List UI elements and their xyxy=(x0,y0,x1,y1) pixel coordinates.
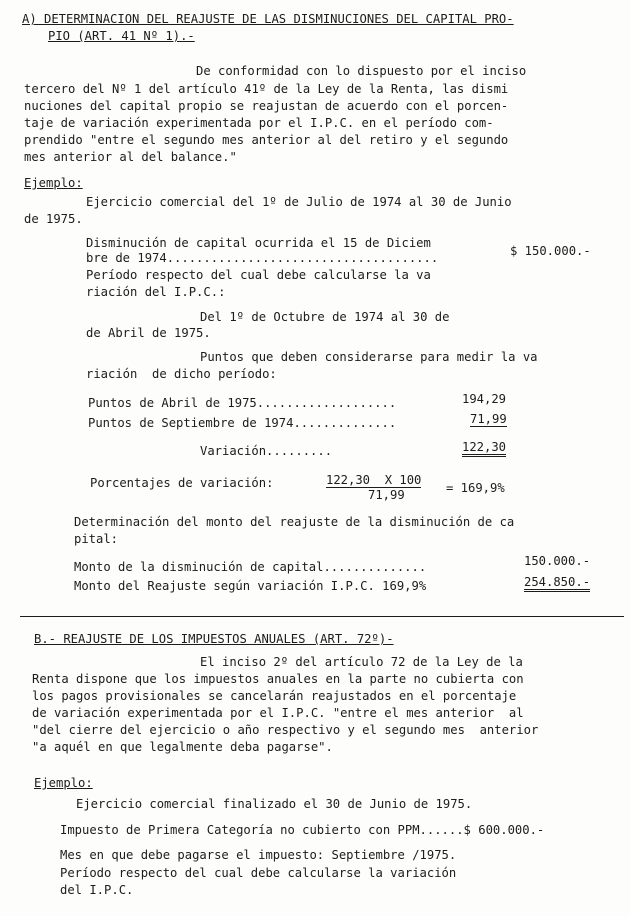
points-april-value: 194,29 xyxy=(462,392,507,406)
capital-decrease-line2: bre de 1974..................................... xyxy=(86,251,439,265)
section-a-para-line: prendido "entre el segundo mes anterior al del retiro y el segundo xyxy=(24,133,509,147)
points-september-label: Puntos de Septiembre de 1974.............. xyxy=(88,416,397,430)
section-b-period-line2: del I.P.C. xyxy=(60,883,134,897)
section-b-para-line: los pagos provisionales se cancelarán reajustados en el porcentaje xyxy=(32,689,517,703)
section-a-para-line: nuciones del capital propio se reajustan de acuerdo con el porcen- xyxy=(24,99,509,113)
payment-month-line: Mes en que debe pagarse el impuesto: Septiembre /1975. xyxy=(60,848,457,862)
section-b-example-label: Ejemplo: xyxy=(34,776,93,790)
section-a-heading-line2: PIO (ART. 41 Nº 1).- xyxy=(48,29,195,43)
section-b-para-line: El inciso 2º del artículo 72 de la Ley de la xyxy=(200,655,523,669)
period-from-line2: de Abril de 1975. xyxy=(86,326,211,340)
points-intro-line1: Puntos que deben considerarse para medir la va xyxy=(200,350,538,364)
adjustment-determination-line2: pital: xyxy=(74,532,119,546)
capital-decrease-line1: Disminución de capital ocurrida el 15 de Diciem xyxy=(86,236,431,250)
period-from-line1: Del 1º de Octubre de 1974 al 30 de xyxy=(200,310,450,324)
variation-value: 122,30 xyxy=(462,440,506,457)
decrease-amount-value: 150.000.- xyxy=(524,554,591,568)
section-divider xyxy=(20,616,624,617)
section-a-para-line: mes anterior al del balance." xyxy=(24,150,237,164)
capital-decrease-amount: $ 150.000.- xyxy=(510,244,591,258)
adjustment-amount-value: 254.850.- xyxy=(524,575,590,592)
section-b-para-line: de variación experimentada por el I.P.C. "entre el mes anterior al xyxy=(32,706,524,720)
points-september-value: 71,99 xyxy=(470,412,507,426)
example-fiscal-year-line1: Ejercicio comercial del 1º de Julio de 1974 al 30 de Junio xyxy=(86,195,512,209)
section-b-fiscal-year: Ejercicio comercial finalizado el 30 de Junio de 1975. xyxy=(76,797,473,811)
section-b-para-line: "a aquél en que legalmente deba pagarse". xyxy=(32,740,333,754)
period-line1: Período respecto del cual debe calcularse la va xyxy=(86,268,431,282)
section-b-period-line1: Período respecto del cual debe calcularse la variación xyxy=(60,866,457,880)
section-a-para-line: taje de variación experimentada por el I.P.C. en el período com- xyxy=(24,116,494,130)
section-a-para-line: tercero del Nº 1 del artículo 41º de la Ley de la Renta, las dismi xyxy=(24,82,509,96)
section-b-heading: B.- REAJUSTE DE LOS IMPUESTOS ANUALES (ART. 72º)- xyxy=(34,632,394,646)
percentage-result: = 169,9% xyxy=(446,481,505,495)
variation-label: Variación......... xyxy=(200,444,333,458)
points-intro-line2: riación de dicho período: xyxy=(86,367,277,381)
adjustment-determination-line1: Determinación del monto del reajuste de la disminución de ca xyxy=(74,515,515,529)
section-b-para-line: Renta dispone que los impuestos anuales en la parte no cubierta con xyxy=(32,672,524,686)
adjustment-amount-label: Monto del Reajuste según variación I.P.C. 169,9% xyxy=(74,579,427,593)
percentage-label: Porcentajes de variación: xyxy=(90,476,274,490)
section-a-heading-line1: A) DETERMINACION DEL REAJUSTE DE LAS DISMINUCIONES DEL CAPITAL PRO- xyxy=(22,12,514,26)
section-a-para-line: De conformidad con lo dispuesto por el inciso xyxy=(196,64,527,78)
example-fiscal-year-line2: de 1975. xyxy=(24,212,83,226)
section-b-para-line: "del cierre del ejercicio o año respectivo y el segundo mes anterior xyxy=(32,723,539,737)
points-april-label: Puntos de Abril de 1975................... xyxy=(88,396,397,410)
section-a-example-label: Ejemplo: xyxy=(24,176,83,190)
percentage-denominator: 71,99 xyxy=(368,488,405,502)
decrease-amount-label: Monto de la disminución de capital.............. xyxy=(74,560,427,574)
period-line2: riación del I.P.C.: xyxy=(86,285,226,299)
tax-uncovered-line: Impuesto de Primera Categoría no cubierto con PPM......$ 600.000.- xyxy=(60,823,545,837)
percentage-numerator: 122,30 X 100 xyxy=(326,473,422,487)
